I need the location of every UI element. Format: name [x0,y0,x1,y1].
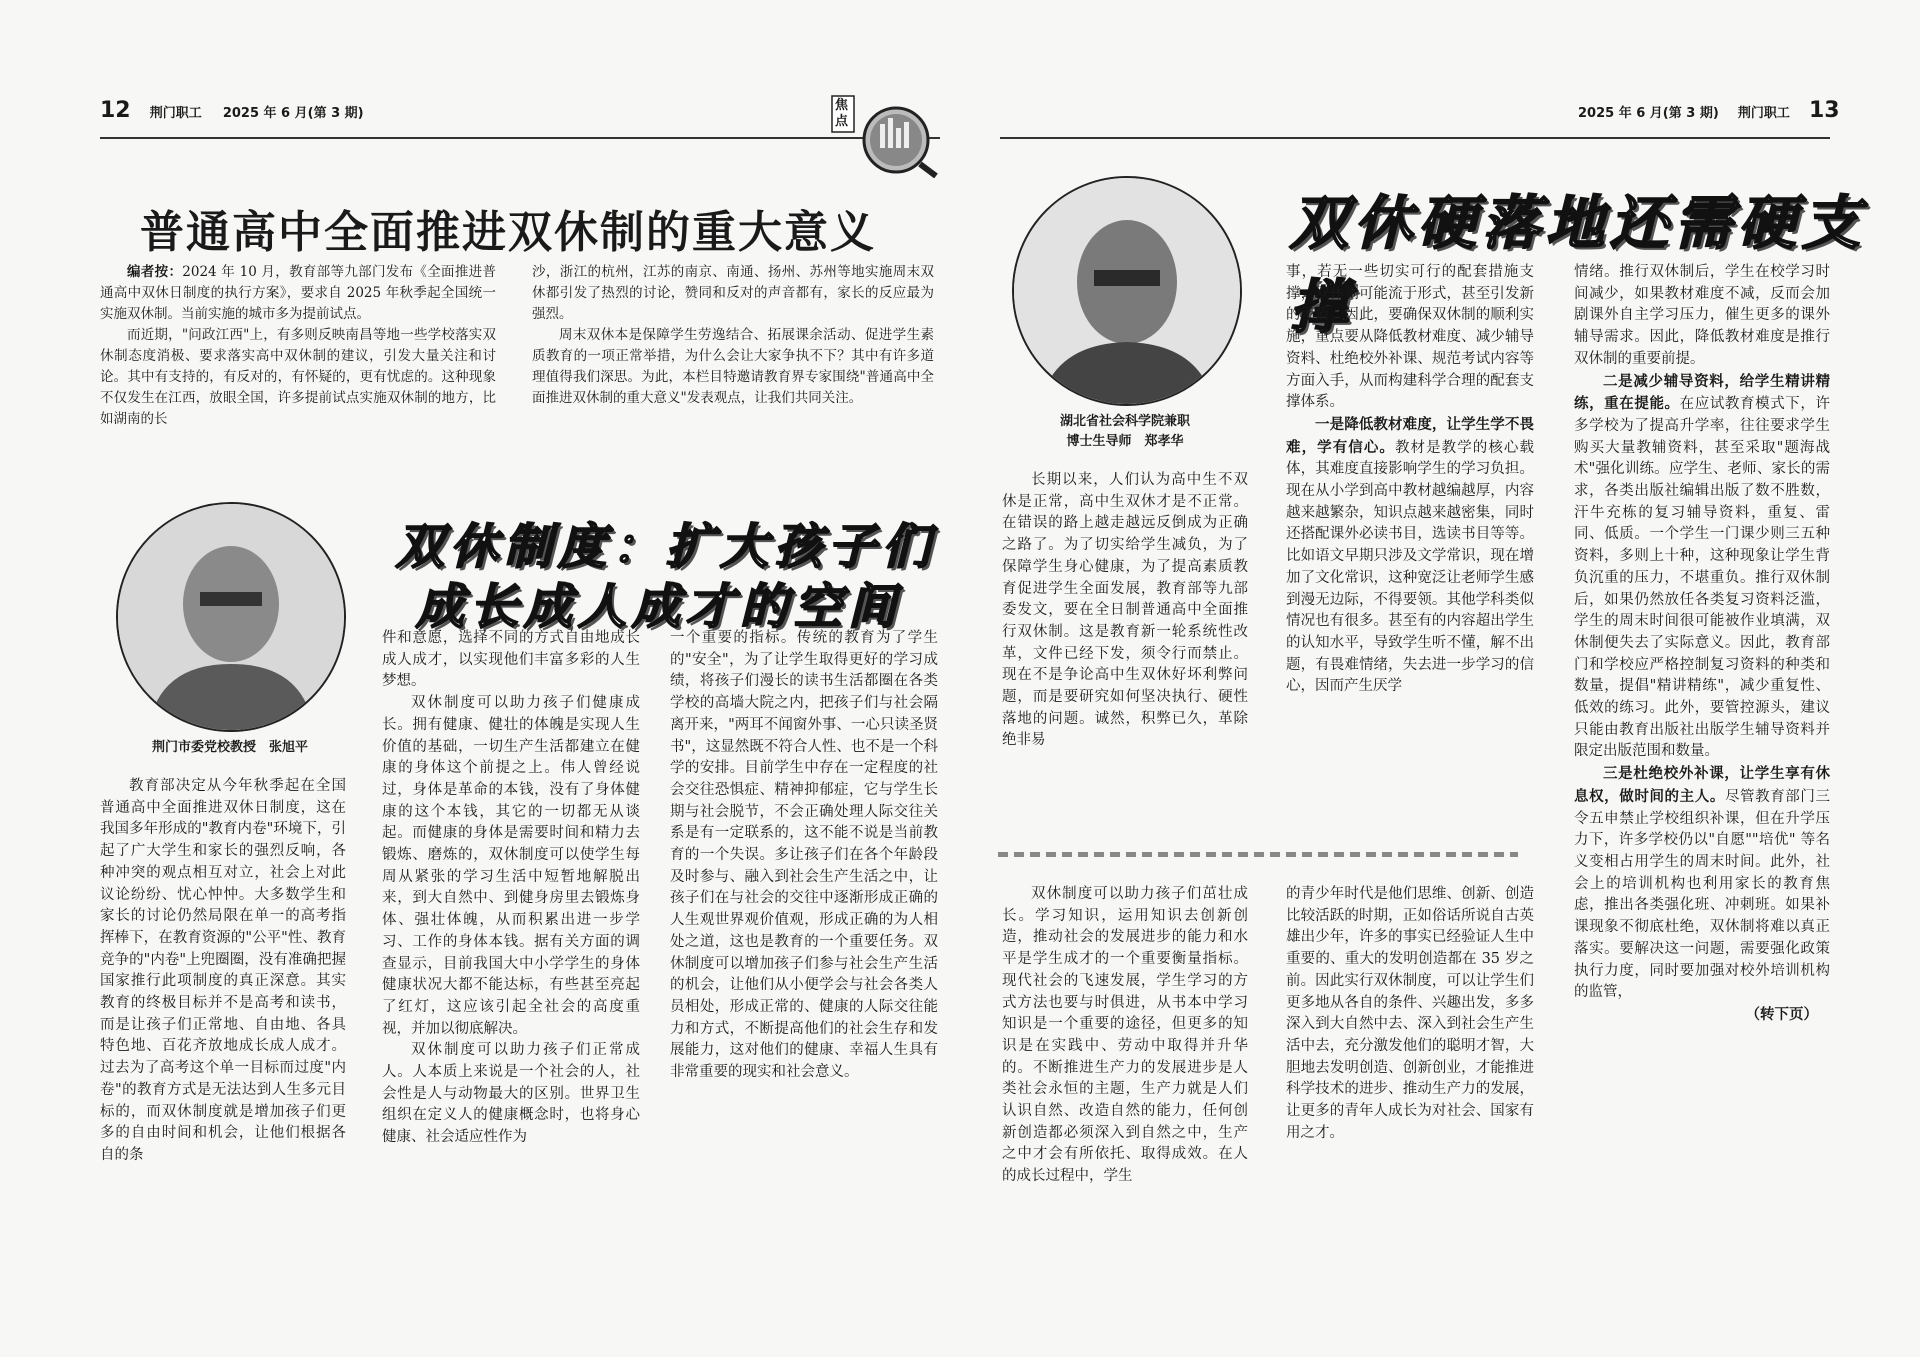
editor-note-para: 周末双休本是保障学生劳逸结合、拓展课余活动、促进学生素质教育的一项正常举措，为什么会让大家争执不下？其中有许多道理值得我们深思。为此，本栏目特邀请教育界专家围绕"普通高中全面推进双休制的重大意义"发表观点，让我们共同关注。 [532,327,934,406]
editor-note-para: 而近期，"问政江西"上，有多则反映南昌等地一些学校落实双休制态度消极、要求落实高中双休制的建议，引发大量关注和讨论。其中有支持的，有反对的，有怀疑的，更有忧虑的。这种现象不仅发生在江西，放眼全国，许多提前试点实施双休制的地方，比如湖南的长 [100,327,496,427]
article-title-line1: 双休制度：扩大孩子们 [396,519,937,575]
article-paragraph: 教育部决定从今年秋季起在全国普通高中全面推进双休日制度，这在我国多年形成的"教育内卷"环境下，引起了广大学生和家长的强烈反响，各种冲突的观点相互对立，社会上对此议论纷纷、忧心忡忡。大多数学生和家长的讨论仍然局限在单一的高考指挥棒下，在教育资源的"公平"性、教育竞争的"内卷"上兜圈圈，没有准确把握国家推行此项制度的真正深意。其实教育的终极目标并不是高考和读书，而是让孩子们正常地、自由地、各具特色地、百花齐放地成长成人成才。过去为了高考这个单一目标而过度"内卷"的教育方式是无法达到人生多元目标的，而双休制度就是增加孩子们更多的自由时间和机会，让他们根据各自的条 [100,778,346,1163]
article-paragraph: 双休制度可以助力孩子们茁壮成长。学习知识，运用知识去创新创造，推动社会的发展进步的能力和水平是学生成才的一个重要衡量指标。现代社会的飞速发展，学生学习的方式方法也要与时俱进，从书本中学习知识是一个重要的途径，但更多的知识是在实践中、劳动中取得并升华的。不断推进生产力的发展进步是人类社会永恒的主题，生产力就是人们认识自然、改造自然的能力，任何创新创造都必须深入到自然之中，生产之中才会有所依托、取得成效。在人的成长过程中，学生 [1002,886,1248,1185]
main-title: 普通高中全面推进双休制的重大意义 [140,207,876,258]
main-title: 双休硬落地还需硬支撑 [1290,189,1867,341]
article-paragraph: 情绪。推行双休制后，学生在校学习时间减少，如果教材难度不减，反而会加剧课外自主学习压力，催生更多的课外辅导需求。因此，降低教材难度是推行双休制的重要前提。 [1574,264,1830,367]
focus-badge-text: 焦点 [835,98,849,129]
article-title-line2: 成长成人成才的空间 [416,579,903,635]
editor-note-para: 沙，浙江的杭州，江苏的南京、南通、扬州、苏州等地实施周末双休都引发了热烈的讨论，赞同和反对的声音都有，家长的反应最为强烈。 [532,264,934,322]
lower-column-1 [1002,884,1248,1188]
editor-note-label: 编者按： [127,264,183,280]
author-caption-line1: 湖北省社会科学院兼职 [1059,414,1190,429]
header-rule [1000,137,1830,139]
focus-badge [830,94,942,178]
publication-name: 荆门职工 [149,106,202,121]
lower-column-2 [1286,884,1534,1144]
issue-date: 2025 年 6 月(第 3 期) [1578,106,1719,121]
article-paragraph: 一个重要的指标。传统的教育为了学生的"安全"，为了让学生取得更好的学习成绩，将孩子们漫长的读书生活都圈在各类学校的高墙大院之内，把孩子们与社会隔离开来，"两耳不闻窗外事、一心只读圣贤书"，这显然既不符合人性、也不是一个科学的安排。目前学生中存在一定程度的社会交往恐惧症、精神抑郁症，它与学生长期与社会脱节，不会正确处理人际交往关系是有一定联系的，这不能不说是当前教育的一个失误。多让孩子们在各个年龄段及时参与、融入到社会生产生活之中，让孩子们在与社会的交往中逐渐形成正确的人生观世界观价值观，形成正确的为人相处之道，这也是教育的一个重要任务。双休制度可以增加孩子们参与社会生产生活的机会，让他们从小便学会与社会各类人员相处，形成正常的、健康的人际交往能力和方式，不断提高他们的社会生存和发展能力，这对他们的健康、幸福人生具有非常重要的现实和社会意义。 [670,630,938,1081]
article-paragraph: 双休制度可以助力孩子们正常成人。人本质上来说是一个社会的人，社会性是人与动物最大的区别。世界卫生组织在定义人的健康概念时，也将身心健康、社会适应性作为 [382,1042,640,1146]
section-lead: 一是降低教材难度，让学生学不畏难，学有信心。 [1286,415,1534,456]
article-paragraph: 长期以来，人们认为高中生不双休是正常，高中生双休才是不正常。在错误的路上越走越远反倒成为正确之路了。为了切实给学生减负，为了保障学生身心健康，为了提高素质教育促进学生全面发展，教育部等九部委发文，要在全日制普通高中全面推行双休制。这是教育新一轮系统性改革，文件已经下发，须令行而禁止。现在不是争论高中生双休好坏利弊问题，而是要研究如何坚决执行、硬性落地的问题。诚然，积弊已久，革除绝非易 [1002,472,1248,749]
article-paragraph [1574,371,1830,764]
section-text: 尽管教育部门三令五申禁止学校组织补课，但在升学压力下，许多学校仍以"自愿""培优" 等名义变相占用学生的周末时间。此外，社会上的培训机构也利用家长的教育焦虑，推出各类强化班、冲刺班。如果补课现象不彻底杜绝，双休制将难以真正落实。要解决这一问题，需要强化政策执行力度，同时要加强对校外培训机构的监管， [1574,788,1830,1001]
publication-name: 荆门职工 [1737,106,1790,121]
section-text: 在应试教育模式下，许多学校为了提高升学率，往往要求学生购买大量教辅资料，甚至采取"题海战术"强化训练。应学生、老师、家长的需求，各类出版社编辑出版了数不胜数，汗牛充栋的复习辅导资料，重复、雷同、低质。一个学生一门课少则三五种资料，多则上十种，这种现象让学生背负沉重的压力，不堪重负。推行双休制后，如果仍然放任各类复习资料泛滥，学生的周末时间很可能被作业填满，双休制便失去了实际意义。因此，教育部门和学校应严格控制复习资料的种类和数量，提倡"精讲精练"，减少重复性、低效的练习。此外，要管控源头，建议只能由教育出版社出版学生辅导资料并限定出版范围和数量。 [1574,396,1830,760]
article-paragraph [1574,763,1830,1004]
author-caption: 荆门市委党校教授 张旭平 [151,740,308,755]
left-header [100,98,364,126]
section-lead: 三是杜绝校外补课，让学生享有休息权，做时间的主人。 [1574,765,1830,805]
page-number: 13 [1809,98,1840,123]
article-column-1 [1002,470,1248,752]
editor-note-text: 2024 年 10 月，教育部等九部门发布《全面推进普通高中双休日制度的执行方案》，要求自 2025 年秋季起全国统一实施双休制。当前实施的城市多为提前试点。 [100,264,496,322]
article-paragraph: 事，若无一些切实可行的配套措施支撑，双休制可能流于形式，甚至引发新的矛盾。因此，要确保双休制的顺利实施，重点要从降低教材难度、减少辅导资料、杜绝校外补课、规范考试内容等方面入手，从而构建科学合理的配套支撑体系。 [1286,264,1534,411]
section-divider [998,852,1518,857]
right-page [960,0,1920,1357]
author-caption-line2: 博士生导师 郑孝华 [1066,434,1184,449]
author-photo [116,502,346,732]
article-paragraph [1286,414,1534,698]
article-column-2 [1286,262,1534,698]
continued-note: （转下页） [1745,1005,1818,1023]
article-column-3 [670,628,938,1084]
right-header [1578,98,1840,126]
author-photo [1012,176,1242,406]
article-column-3 [1574,262,1830,1026]
page-number: 12 [100,98,131,123]
issue-date: 2025 年 6 月(第 3 期) [222,106,364,121]
section-text: 教材是教学的核心载体，其难度直接影响学生的学习负担。现在从小学到高中教材越编越厚，内容越来越繁杂，知识点越来越密集，同时还搭配课外必读书目，选读书目等等。比如语文早期只涉及文学常识，现在增加了文化常识，这种宽泛让老师学生感到漫无边际，不得要领。其他学科类似情况也有很多。甚至有的内容超出学生的认知水平，导致学生听不懂，解不出题，有畏难情绪，失去进一步学习的信心，因而产生厌学 [1286,439,1535,695]
header-rule [100,137,940,139]
section-lead: 二是减少辅导资料，给学生精讲精练，重在提能。 [1574,372,1830,413]
article-paragraph: 的青少年时代是他们思维、创新、创造比较活跃的时期，正如俗话所说自古英雄出少年，许多的事实已经验证人生中重要的、重大的发明创造都在 35 岁之前。因此实行双休制度，可以让学生们更多地从各自的条件、兴趣出发，多多深入到大自然中去、深入到社会生产生活中去，充分激发他们的聪明才智，大胆地去发明创造、创新创业，才能推进科学技术的进步、推动生产力的发展，让更多的青年人成长为对社会、国家有用之才。 [1286,886,1534,1141]
editor-note-col2 [532,262,934,409]
editor-note-para [100,262,496,325]
article-paragraph: 双休制度可以助力孩子们健康成长。拥有健康、健壮的体魄是实现人生价值的基础，一切生产生活都建立在健康的身体这个前提之上。伟人曾经说过，身体是革命的本钱，没有了身体健康的这个本钱，其它的一切都无从谈起。而健康的身体是需要时间和精力去锻炼、磨炼的，双休制度可以使学生每周从紧张的学习生活中短暂地解脱出来，到大自然中、到健身房里去锻炼身体、强壮体魄，从而积累出进一步学习、工作的身体本钱。据有关方面的调查显示，目前我国大中小学学生的身体健康状况大都不能达标，有些甚至亮起了红灯，这应该引起全社会的高度重视，并加以彻底解决。 [382,695,640,1037]
article-paragraph: 件和意愿，选择不同的方式自由地成长成人成才，以实现他们丰富多彩的人生梦想。 [382,630,640,690]
editor-note-col1 [100,262,496,430]
article-column-2 [382,628,640,1149]
author-caption [1000,412,1250,452]
article-column-1 [100,776,346,1167]
